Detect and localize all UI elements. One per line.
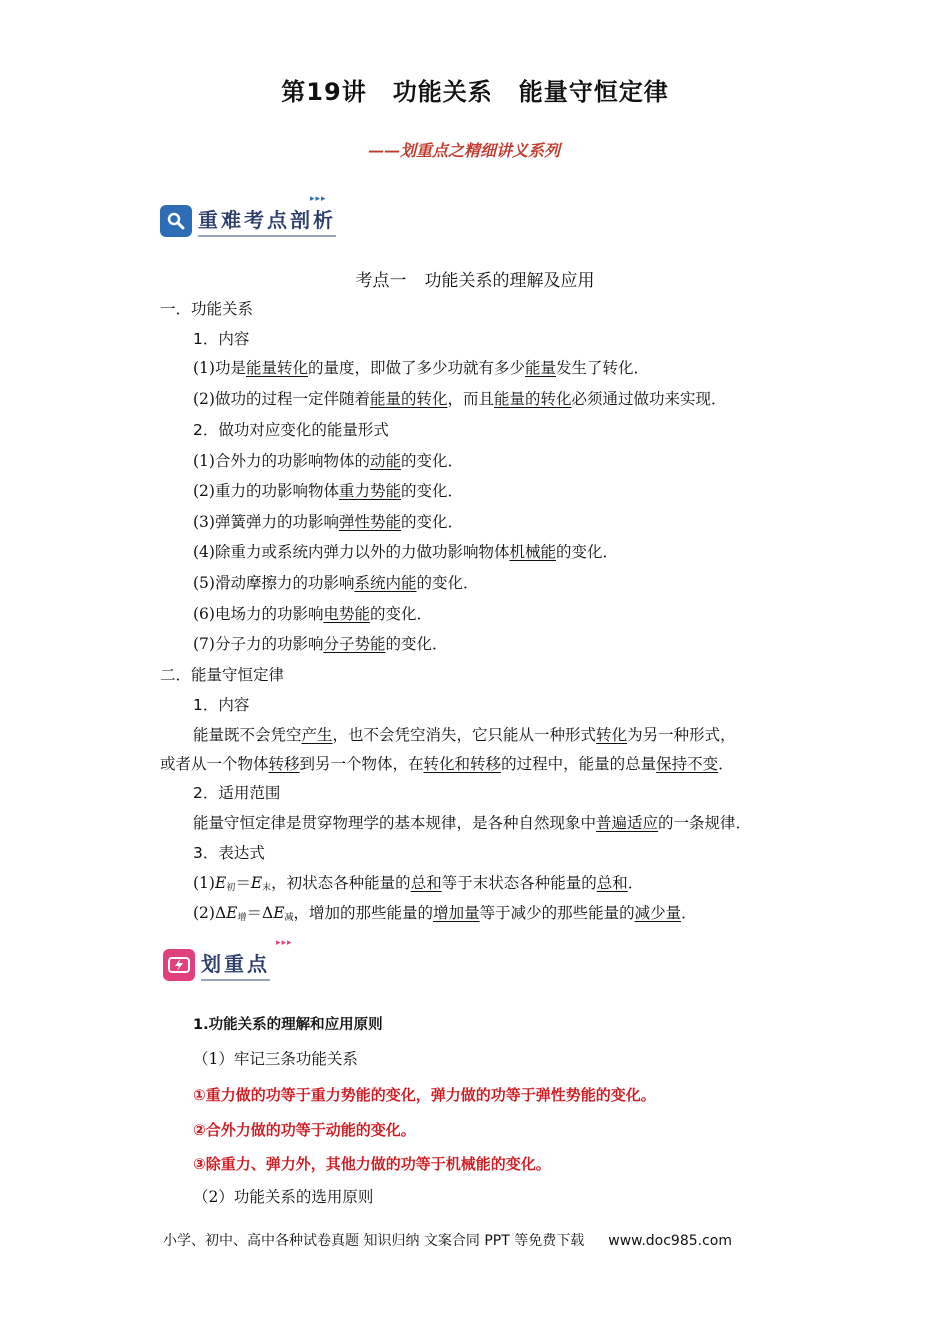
- arrows-icon: ▸▸▸: [310, 194, 327, 204]
- key-rule: ①重力做的功等于重力势能的变化，弹力做的功等于弹性势能的变化。: [193, 1086, 656, 1104]
- key-subheading: （2）功能关系的选用原则: [193, 1188, 374, 1206]
- list-item: (2)重力的功影响物体重力势能的变化．: [193, 482, 463, 500]
- paragraph: 能量既不会凭空产生，也不会凭空消失，它只能从一种形式转化为另一种形式，: [193, 726, 736, 744]
- search-icon: [160, 205, 192, 237]
- subheading-content: 1．内容: [193, 330, 250, 348]
- key-heading: 1.功能关系的理解和应用原则: [193, 1017, 383, 1033]
- paragraph: (2)做功的过程一定伴随着能量的转化，而且能量的转化必须通过做功来实现．: [193, 390, 727, 408]
- section-topic: 功能关系的理解及应用: [424, 271, 595, 291]
- series-subtitle: ——划重点之精细讲义系列: [368, 141, 561, 160]
- list-item: (3)弹簧弹力的功影响弹性势能的变化．: [193, 513, 463, 531]
- paragraph: 或者从一个物体转移到另一个物体，在转化和转移的过程中，能量的总量保持不变．: [160, 755, 734, 773]
- arrows-icon: ▸▸▸: [276, 938, 293, 948]
- paragraph: (1)功是能量转化的量度，即做了多少功就有多少能量发生了转化．: [193, 359, 650, 377]
- key-subheading: （1）牢记三条功能关系: [193, 1050, 358, 1068]
- list-item: (1)合外力的功影响物体的动能的变化．: [193, 452, 463, 470]
- banner-key-points: [163, 938, 293, 981]
- section-number: 考点一: [355, 271, 407, 291]
- formula-line: $(2)\Delta E_增=\Delta E_减$，增加的那些能量的增加量等于减少的那些能量的减少量．: [193, 904, 697, 923]
- list-item: (4)除重力或系统内弹力以外的力做功影响物体机械能的变化．: [193, 543, 618, 561]
- list-item: (6)电场力的功影响电势能的变化．: [193, 605, 432, 623]
- footer-text: 小学、初中、高中各种试卷真题 知识归纳 文案合同 PPT 等免费下载: [163, 1233, 585, 1249]
- footer: [163, 1230, 732, 1250]
- banner-key-analysis: [160, 194, 336, 237]
- banner-title: 重难考点剖析: [198, 204, 336, 237]
- subheading-expression: 3．表达式: [193, 844, 265, 862]
- page-title: [0, 72, 950, 107]
- banner-title: 划重点: [201, 948, 270, 981]
- heading-function-relation: 一．功能关系: [160, 300, 254, 318]
- lecture-number: 第19讲: [281, 78, 367, 106]
- title-topic-2: 能量守恒定律: [518, 78, 669, 106]
- footer-url[interactable]: www.doc985.com: [608, 1233, 732, 1249]
- subheading-scope: 2．适用范围: [193, 784, 281, 802]
- list-item: (7)分子力的功影响分子势能的变化．: [193, 635, 448, 653]
- section-title: [0, 266, 950, 291]
- key-rule: ②合外力做的功等于动能的变化。: [193, 1121, 416, 1139]
- paragraph: 能量守恒定律是贯穿物理学的基本规律，是各种自然现象中普遍适应的一条规律．: [193, 814, 752, 832]
- heading-energy-conservation: 二．能量守恒定律: [160, 666, 285, 684]
- list-item: (5)滑动摩擦力的功影响系统内能的变化．: [193, 574, 479, 592]
- key-rule: ③除重力、弹力外，其他力做的功等于机械能的变化。: [193, 1155, 551, 1173]
- subheading-content: 1．内容: [193, 696, 250, 714]
- formula-line: $(1)E_初=E_末$，初状态各种能量的总和等于末状态各种能量的总和．: [193, 874, 644, 893]
- title-topic-1: 功能关系: [392, 78, 493, 106]
- lightning-icon: [163, 949, 195, 981]
- subheading-energy-forms: 2．做功对应变化的能量形式: [193, 421, 389, 439]
